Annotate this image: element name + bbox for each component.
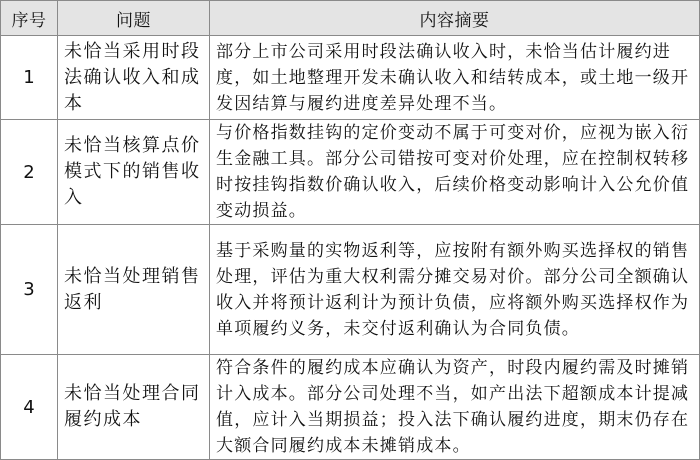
row-num: 1 [1, 36, 58, 120]
row-num: 3 [1, 225, 58, 355]
row-summary: 基于采购量的实物返利等，应按附有额外购买选择权的销售处理，评估为重大权利需分摊交易对价。部分公司全额确认收入并将预计返利计为预计负债，应将额外购买选择权作为单项履约义务，未交付返利确认为合同负债。 [210, 225, 700, 355]
row-num: 4 [1, 355, 58, 460]
table-row [1, 120, 700, 225]
row-num: 2 [1, 120, 58, 225]
header-issue: 问题 [58, 1, 210, 36]
table-row [1, 36, 700, 120]
row-issue: 未恰当采用时段法确认收入和成本 [58, 36, 210, 120]
row-issue: 未恰当处理销售返利 [58, 225, 210, 355]
row-summary: 部分上市公司采用时段法确认收入时，未恰当估计履约进度，如土地整理开发未确认收入和结转成本，或土地一级开发因结算与履约进度差异处理不当。 [210, 36, 700, 120]
header-num: 序号 [1, 1, 58, 36]
row-summary: 符合条件的履约成本应确认为资产，时段内履约需及时摊销计入成本。部分公司处理不当，如产出法下超额成本计提减值，应计入当期损益；投入法下确认履约进度，期末仍存在大额合同履约成本未摊销成本。 [210, 355, 700, 460]
row-summary: 与价格指数挂钩的定价变动不属于可变对价，应视为嵌入衍生金融工具。部分公司错按可变对价处理，应在控制权转移时按挂钩指数价确认收入，后续价格变动影响计入公允价值变动损益。 [210, 120, 700, 225]
row-issue: 未恰当处理合同履约成本 [58, 355, 210, 460]
table-row [1, 355, 700, 460]
header-summary: 内容摘要 [210, 1, 700, 36]
table-row [1, 225, 700, 355]
row-issue: 未恰当核算点价模式下的销售收入 [58, 120, 210, 225]
header-row [1, 1, 700, 36]
